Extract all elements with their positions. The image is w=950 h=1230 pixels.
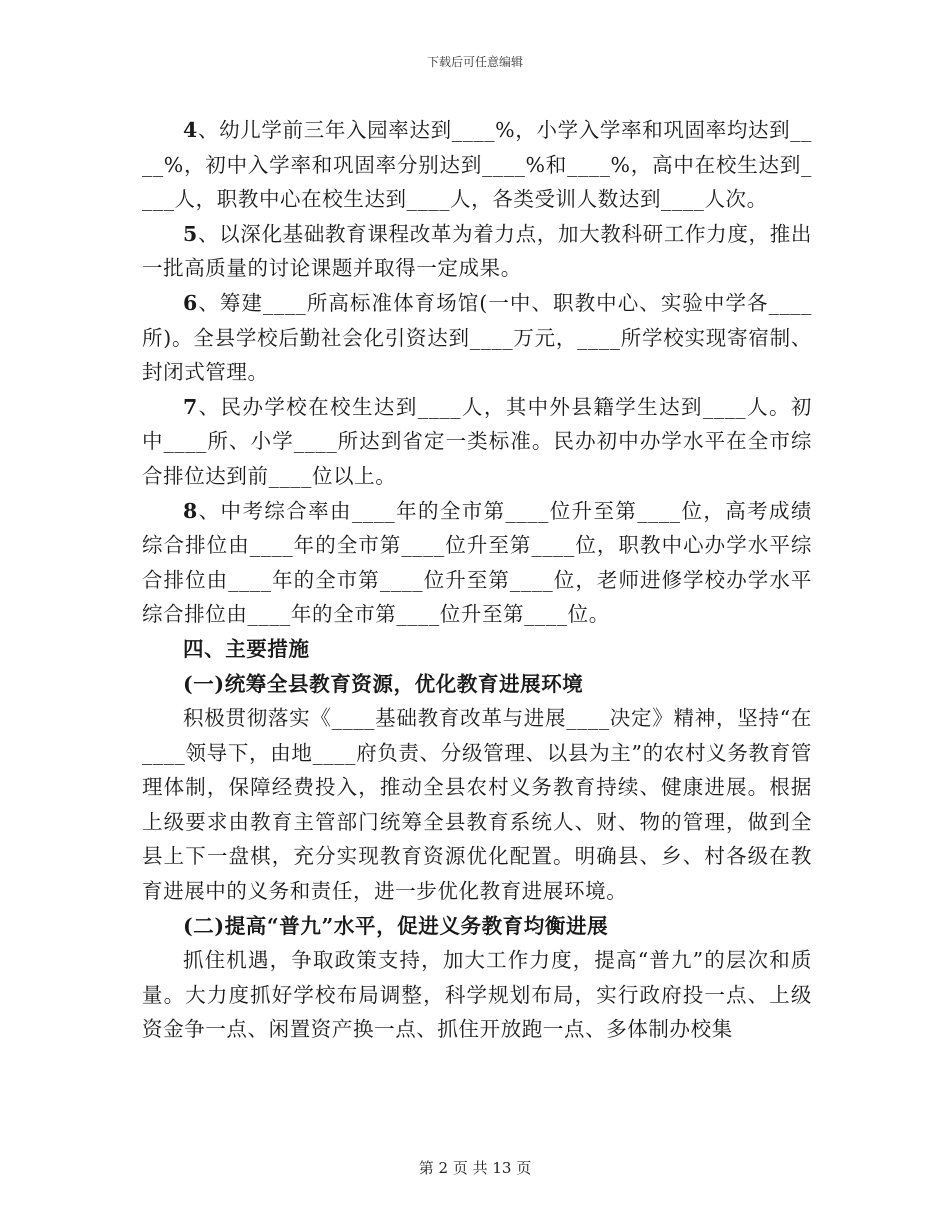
subsection-text-1: 积极贯彻落实《____基础教育改革与进展____决定》精神，坚持“在____领导下，由地____府负责、分级管理、以县为主”的农村义务教育管理体制，保障经费投入，推动全县农村义务教育持续、健康进展。根据上级要求由教育主管部门统筹全县教育系统人、财、物的管理，做到全县上下一盘棋，充分实现教育资源优化配置。明确县、乡、村各级在教育进展中的义务和责任，进一步优化教育进展环境。 <box>142 706 812 904</box>
paragraph-text: 、民办学校在校生达到____人，其中外县籍学生达到____人。初中____所、小学____所达到省定一类标准。民办初中办学水平在全市综合排位达到前____位以上。 <box>142 394 812 488</box>
item-number: 7 <box>183 394 198 419</box>
item-number: 6 <box>183 290 198 315</box>
item-number: 5 <box>183 221 198 246</box>
paragraph-text: 、中考综合率由____年的全市第____位升至第____位，高考成绩综合排位由____年的全市第____位升至第____位，职教中心办学水平综合排位由____年的全市第____位升至第____位，老师进修学校办学水平综合排位由____年的全市第____位升至第____位。 <box>142 498 812 627</box>
paragraph-item-6 <box>142 286 812 390</box>
paragraph-item-5 <box>142 217 812 286</box>
item-number: 4 <box>183 118 198 142</box>
subsection-text-2: 抓住机遇，争取政策支持，加大工作力度，提高“普九”的层次和质量。大力度抓好学校布局调整，科学规划布局，实行政府投一点、上级资金争一点、闲置资产换一点、抓住开放跑一点、多体制办校集 <box>142 948 812 1042</box>
item-number: 8 <box>183 498 198 523</box>
paragraph-text: 、以深化基础教育课程改革为着力点，加大教科研工作力度，推出一批高质量的讨论课题并取得一定成果。 <box>142 221 812 281</box>
paragraph-text: 、筹建____所高标准体育场馆(一中、职教中心、实验中学各____所)。全县学校后勤社会化引资达到____万元，____所学校实现寄宿制、封闭式管理。 <box>142 290 812 385</box>
page-footer: 第 2 页 共 13 页 <box>418 1159 532 1177</box>
paragraph-item-7 <box>142 390 812 494</box>
document-body <box>142 113 812 1047</box>
page-header: 下载后可任意编辑 <box>426 55 523 69</box>
paragraph-item-8 <box>142 494 812 632</box>
subsection-heading-2: (二)提高“普九”水平，促进义务教育均衡进展 <box>183 913 609 938</box>
paragraph-text: 、幼儿学前三年入园率达到____%，小学入学率和巩固率均达到____%，初中入学率和巩固率分别达到____%和____%，高中在校生达到____人，职教中心在校生达到____人，各类受训人数达到____人次。 <box>142 118 812 212</box>
subsection-heading-1: (一)统筹全县教育资源，优化教育进展环境 <box>183 671 584 696</box>
paragraph-item-4 <box>142 113 812 217</box>
section-heading: 四、主要措施 <box>183 636 310 661</box>
